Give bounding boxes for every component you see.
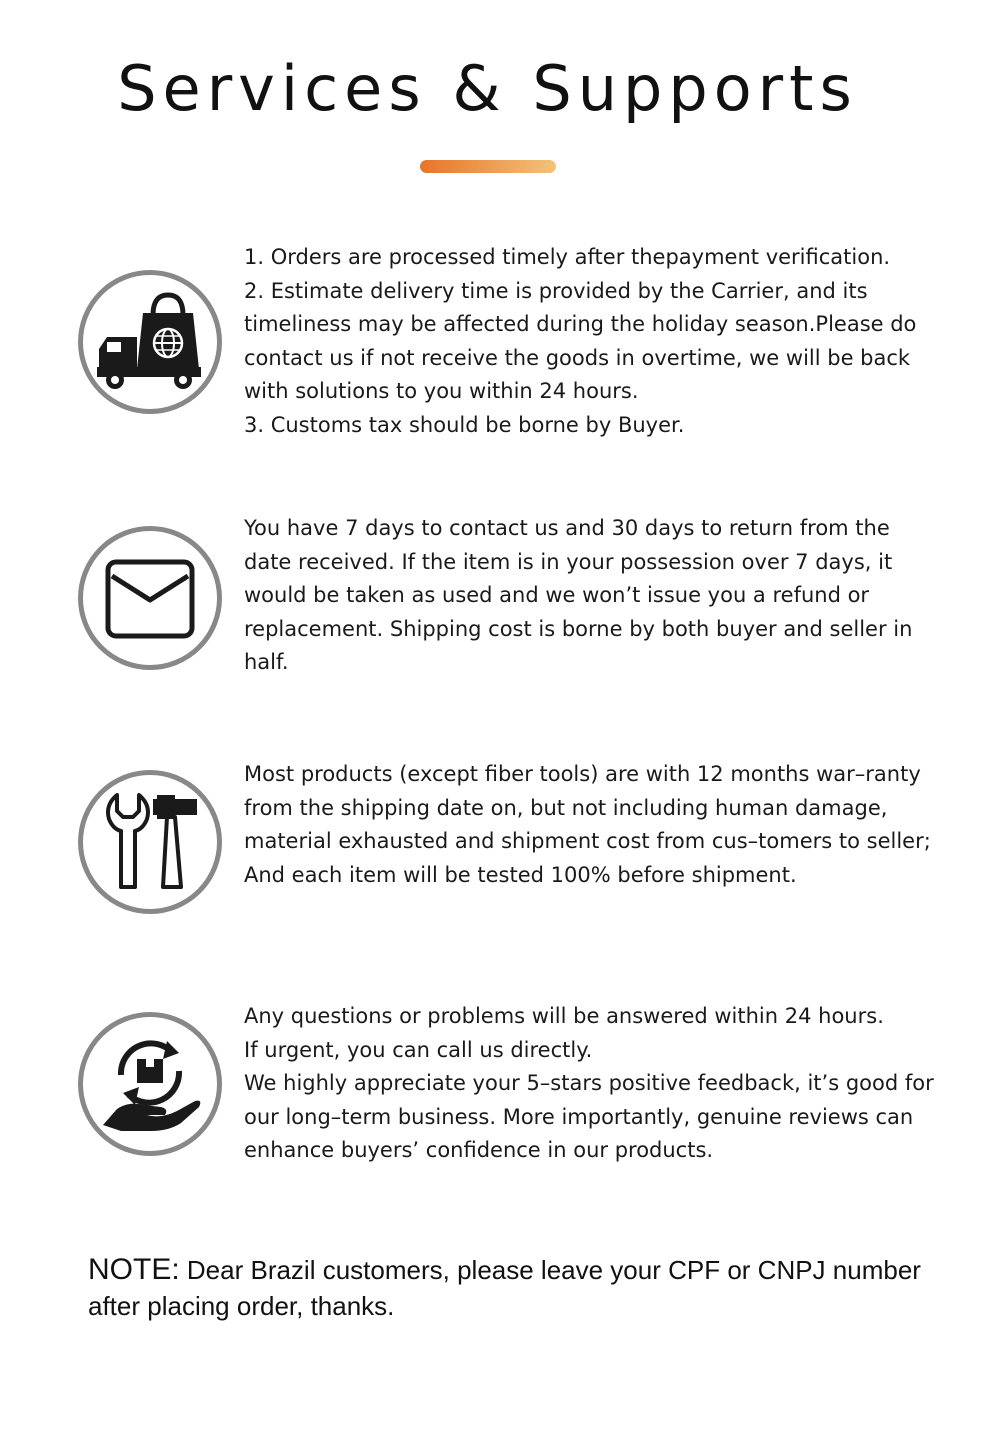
note-text: Dear Brazil customers, please leave your CPF or CNPJ number after placing order, thanks. xyxy=(88,1255,921,1321)
page-title: Services & Supports xyxy=(117,52,858,125)
warranty-line-1: Most products (except fiber tools) are with 12 months war–ranty from the shipping date on, but not including human damage, material exhausted and shipment cost from cus–tomers to seller; And each item will be tested 100% before shipment. xyxy=(244,762,931,887)
support-line-2: If urgent, you can call us directly. xyxy=(244,1037,593,1062)
warranty-policy-text xyxy=(244,758,934,892)
support-line-1: Any questions or problems will be answered within 24 hours. xyxy=(244,1004,884,1028)
shipping-icon-circle xyxy=(78,270,222,414)
shipping-line-2: 2. Estimate delivery time is provided by the Carrier, and its timeliness may be affected during the holiday season.Please do contact us if not receive the goods in overtime, we will be back with solutions to you within 24 hours. xyxy=(244,278,917,404)
returns-policy-text xyxy=(244,512,934,680)
support-policy-text xyxy=(244,1000,934,1168)
hand-package-refresh-icon xyxy=(95,1029,205,1139)
envelope-icon xyxy=(100,548,200,648)
support-line-3: We highly appreciate your 5–stars positive feedback, it’s good for our long–term business. More importantly, genuine reviews can enhance buyers’ confidence in our products. xyxy=(244,1071,934,1163)
support-icon-circle xyxy=(78,1012,222,1156)
shipping-line-1: 1. Orders are processed timely after thepayment verification. xyxy=(244,245,891,269)
brazil-customer-note xyxy=(88,1252,948,1324)
note-label: NOTE: xyxy=(88,1253,180,1286)
delivery-truck-shopping-bag-icon xyxy=(95,287,205,397)
returns-icon-circle xyxy=(78,526,222,670)
warranty-icon-circle xyxy=(78,770,222,914)
shipping-policy-text xyxy=(244,241,934,443)
returns-line-1: You have 7 days to contact us and 30 days to return from the date received. If the item is in your possession over 7 days, it would be taken as used and we won’t issue you a refund or replacement. Shipping cost is borne by both buyer and seller in half. xyxy=(244,516,913,675)
shipping-line-3: 3. Customs tax should be borne by Buyer. xyxy=(244,412,685,437)
title-accent-bar xyxy=(420,160,556,173)
wrench-hammer-icon xyxy=(95,787,205,897)
